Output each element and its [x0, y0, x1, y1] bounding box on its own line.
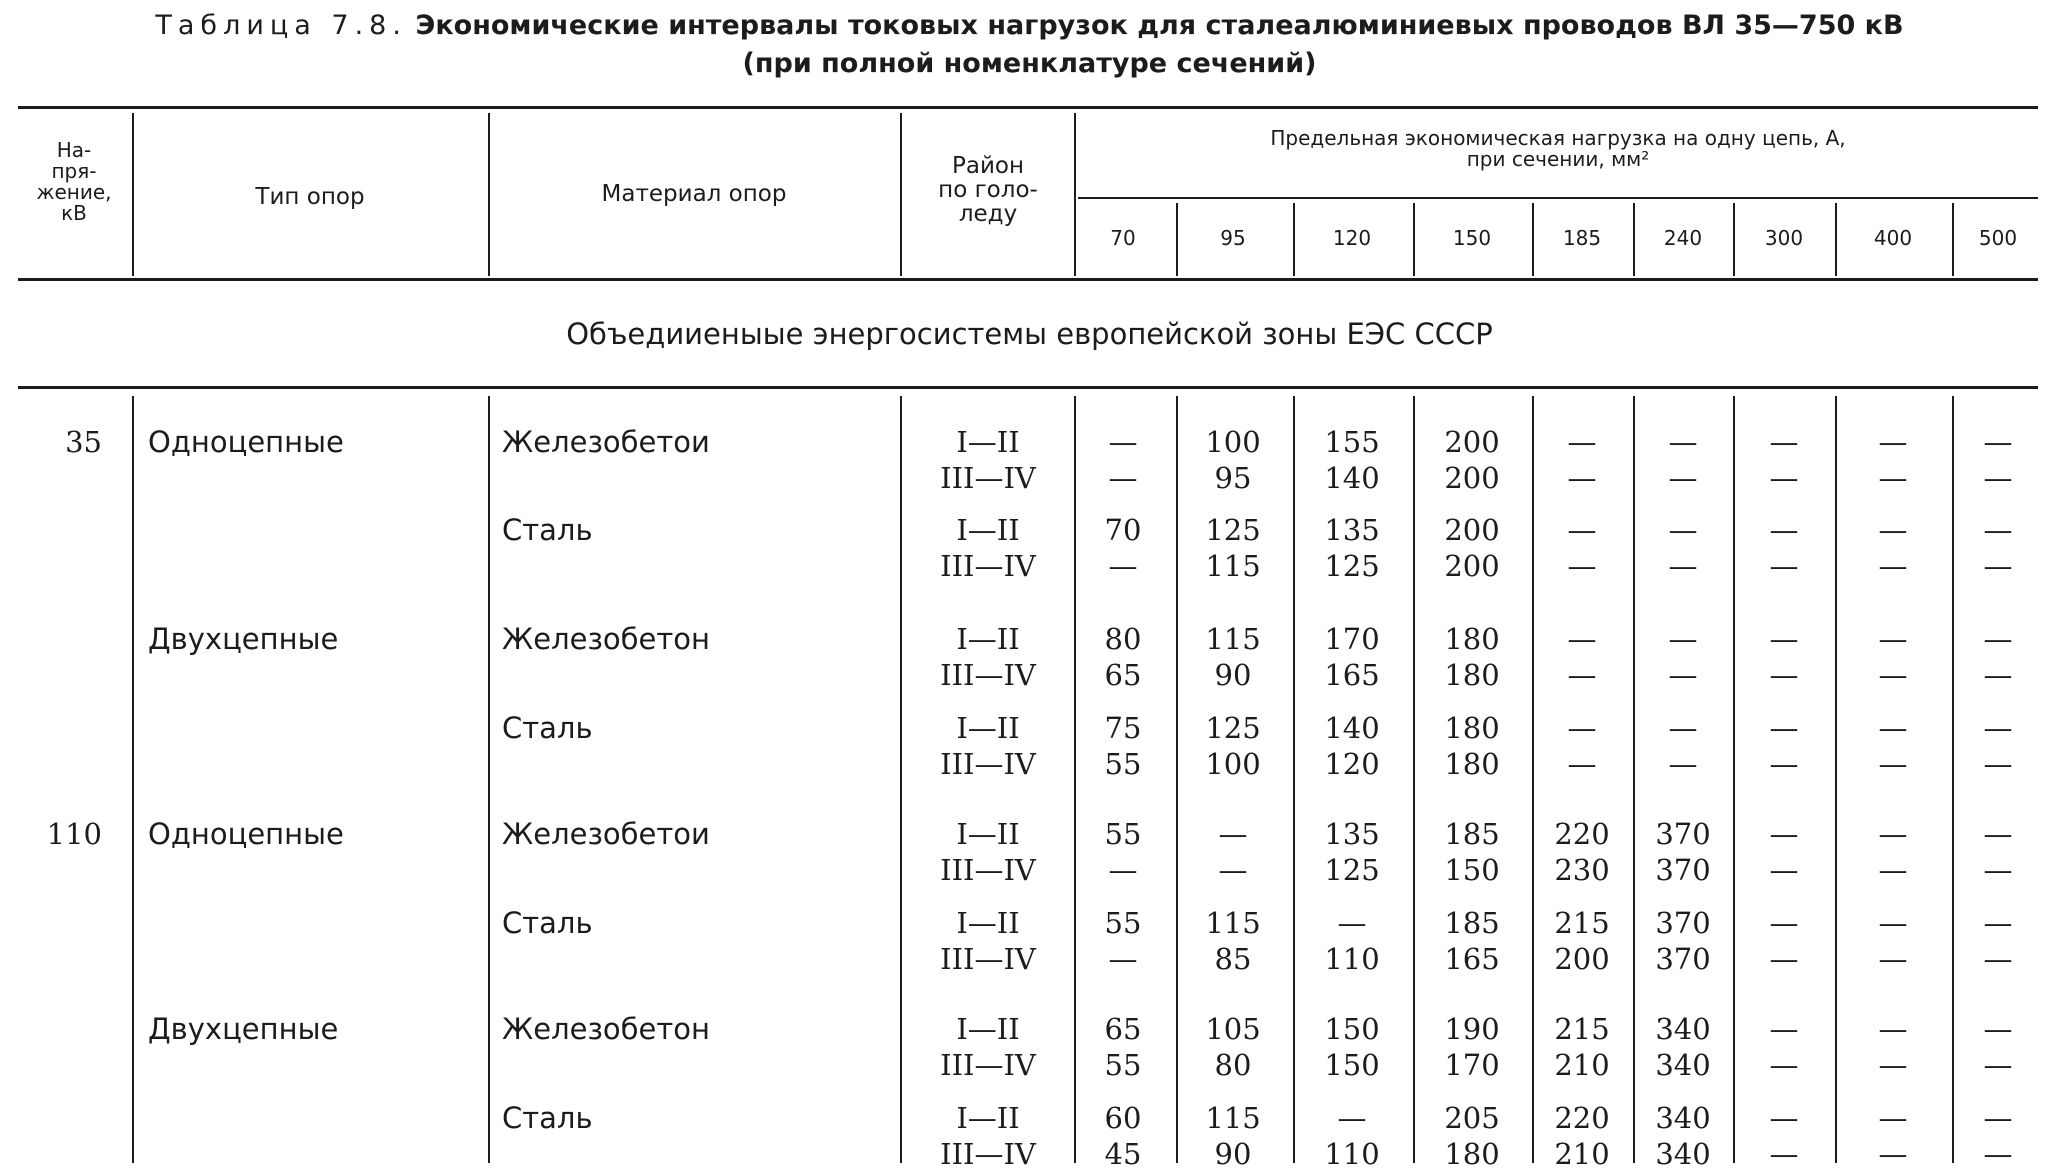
load-value: —: [1769, 747, 1799, 781]
load-value: —: [1769, 622, 1799, 656]
ice-region-value: I—II: [956, 711, 1020, 745]
limit-load-header: [1078, 128, 2038, 170]
load-value: 90: [1214, 1137, 1252, 1171]
load-value: —: [1983, 1012, 2013, 1046]
load-value: —: [1983, 513, 2013, 547]
load-value: 200: [1444, 425, 1500, 459]
load-value: 100: [1205, 747, 1261, 781]
ice-region-value: I—II: [956, 622, 1020, 656]
load-value: 55: [1104, 747, 1142, 781]
load-value: 180: [1444, 658, 1500, 692]
section-divider: [1532, 203, 1534, 276]
section-header-70: 70: [1110, 226, 1136, 250]
load-value: —: [1769, 1012, 1799, 1046]
support-material-value: Сталь: [502, 1101, 593, 1135]
section-header-rule: [1078, 197, 2038, 199]
load-value: —: [1668, 711, 1698, 745]
load-value: 80: [1214, 1048, 1252, 1082]
load-value: —: [1983, 622, 2013, 656]
load-value: —: [1878, 513, 1908, 547]
support-type-value: Двухцепные: [148, 1012, 339, 1046]
voltage-value: 110: [46, 817, 102, 851]
load-value: —: [1983, 1101, 2013, 1135]
load-value: —: [1567, 461, 1597, 495]
load-value: 115: [1205, 549, 1261, 583]
load-value: —: [1878, 711, 1908, 745]
load-value: 220: [1554, 817, 1610, 851]
load-value: 340: [1655, 1012, 1711, 1046]
load-value: —: [1567, 425, 1597, 459]
body-divider: [132, 396, 134, 1163]
body-section-divider: [1293, 396, 1295, 1163]
load-value: 170: [1444, 1048, 1500, 1082]
load-value: —: [1567, 513, 1597, 547]
load-value: 150: [1324, 1048, 1380, 1082]
zone-title: Объедииеныые энергосистемы европейской зоны ЕЭС СССР: [566, 317, 1493, 351]
load-value: —: [1567, 711, 1597, 745]
table-subtitle: (при полной номенклатуре сечений): [742, 48, 1317, 79]
load-value: 180: [1444, 1137, 1500, 1171]
load-value: —: [1878, 1012, 1908, 1046]
load-value: 120: [1324, 747, 1380, 781]
load-value: 165: [1324, 658, 1380, 692]
load-value: —: [1218, 817, 1248, 851]
load-value: 125: [1205, 513, 1261, 547]
load-value: 140: [1324, 461, 1380, 495]
header-divider: [1074, 113, 1076, 276]
load-value: 45: [1104, 1137, 1142, 1171]
load-value: 110: [1324, 942, 1380, 976]
load-value: 65: [1104, 1012, 1142, 1046]
load-value: —: [1878, 853, 1908, 887]
load-value: —: [1218, 853, 1248, 887]
load-value: 155: [1324, 425, 1380, 459]
section-header-120: 120: [1332, 226, 1372, 250]
load-value: 180: [1444, 747, 1500, 781]
ice-region-value: III—IV: [940, 853, 1036, 887]
load-value: —: [1108, 942, 1138, 976]
load-value: —: [1983, 1137, 2013, 1171]
support-material-value: Сталь: [502, 711, 593, 745]
load-value: —: [1108, 853, 1138, 887]
load-value: —: [1108, 461, 1138, 495]
section-divider: [1176, 203, 1178, 276]
ice-region-value: I—II: [956, 906, 1020, 940]
ice-region-value: I—II: [956, 1101, 1020, 1135]
load-value: 125: [1205, 711, 1261, 745]
load-value: —: [1983, 942, 2013, 976]
load-value: —: [1983, 711, 2013, 745]
load-value: —: [1668, 747, 1698, 781]
section-header-500: 500: [1978, 226, 2018, 250]
load-value: 220: [1554, 1101, 1610, 1135]
support-material-header: Материал опор: [601, 181, 787, 207]
section-header-240: 240: [1663, 226, 1703, 250]
load-value: 185: [1444, 817, 1500, 851]
section-header-150: 150: [1452, 226, 1492, 250]
load-value: —: [1878, 658, 1908, 692]
load-value: 200: [1444, 461, 1500, 495]
support-type-value: Одноцепные: [148, 425, 344, 459]
load-value: 135: [1324, 513, 1380, 547]
load-value: —: [1769, 1137, 1799, 1171]
load-value: —: [1769, 1101, 1799, 1135]
limit-load-header-line: Предельная экономическая нагрузка на одну цепь, А,: [1270, 126, 1846, 150]
load-value: 200: [1444, 513, 1500, 547]
load-value: 125: [1324, 853, 1380, 887]
load-value: 150: [1444, 853, 1500, 887]
table-caption: Экономические интервалы токовых нагрузок для сталеалюминиевых проводов ВЛ 35—750 кВ: [415, 10, 1904, 41]
section-header-400: 400: [1873, 226, 1913, 250]
section-divider: [1733, 203, 1735, 276]
limit-load-header-line: при сечении, мм²: [1466, 147, 1650, 171]
load-value: —: [1769, 1048, 1799, 1082]
section-header-300: 300: [1764, 226, 1804, 250]
load-value: —: [1983, 747, 2013, 781]
load-value: —: [1769, 461, 1799, 495]
load-value: —: [1983, 461, 2013, 495]
ice-region-header-line: Район: [951, 153, 1025, 179]
load-value: —: [1878, 817, 1908, 851]
load-value: 210: [1554, 1137, 1610, 1171]
support-type-header: Тип опор: [255, 184, 365, 210]
load-value: 185: [1444, 906, 1500, 940]
load-value: —: [1878, 622, 1908, 656]
load-value: —: [1769, 942, 1799, 976]
voltage-header-line: кВ: [61, 201, 87, 225]
ice-region-header-line: леду: [958, 201, 1018, 227]
header-top-rule: [18, 106, 2038, 109]
load-value: —: [1878, 1048, 1908, 1082]
load-value: —: [1769, 711, 1799, 745]
load-value: —: [1983, 906, 2013, 940]
section-divider: [1293, 203, 1295, 276]
load-value: 370: [1655, 853, 1711, 887]
ice-region-value: III—IV: [940, 461, 1036, 495]
ice-region-value: I—II: [956, 425, 1020, 459]
load-value: 370: [1655, 817, 1711, 851]
load-value: —: [1567, 747, 1597, 781]
load-value: 180: [1444, 711, 1500, 745]
load-value: —: [1769, 817, 1799, 851]
load-value: —: [1878, 906, 1908, 940]
load-value: 115: [1205, 1101, 1261, 1135]
load-value: 55: [1104, 817, 1142, 851]
load-value: 95: [1214, 461, 1252, 495]
support-material-value: Железобетои: [502, 425, 710, 459]
ice-region-value: I—II: [956, 817, 1020, 851]
load-value: 215: [1554, 1012, 1610, 1046]
section-divider: [1633, 203, 1635, 276]
load-value: —: [1769, 658, 1799, 692]
load-value: 150: [1324, 1012, 1380, 1046]
voltage-header: [18, 140, 130, 224]
load-value: —: [1878, 549, 1908, 583]
load-value: —: [1769, 425, 1799, 459]
load-value: 65: [1104, 658, 1142, 692]
ice-region-value: III—IV: [940, 549, 1036, 583]
load-value: 200: [1444, 549, 1500, 583]
load-value: 210: [1554, 1048, 1610, 1082]
load-value: 340: [1655, 1137, 1711, 1171]
load-value: 215: [1554, 906, 1610, 940]
voltage-header-line: жение,: [36, 180, 112, 204]
ice-region-value: I—II: [956, 1012, 1020, 1046]
load-value: 90: [1214, 658, 1252, 692]
load-value: —: [1769, 513, 1799, 547]
load-value: 205: [1444, 1101, 1500, 1135]
body-section-divider: [1176, 396, 1178, 1163]
ice-region-header-line: по голо-: [938, 177, 1038, 203]
load-value: 340: [1655, 1048, 1711, 1082]
load-value: —: [1769, 549, 1799, 583]
load-value: 105: [1205, 1012, 1261, 1046]
load-value: 110: [1324, 1137, 1380, 1171]
load-value: —: [1878, 425, 1908, 459]
support-type-value: Двухцепные: [148, 622, 339, 656]
ice-region-value: III—IV: [940, 747, 1036, 781]
load-value: —: [1983, 549, 2013, 583]
load-value: 230: [1554, 853, 1610, 887]
load-value: 60: [1104, 1101, 1142, 1135]
load-value: —: [1108, 549, 1138, 583]
load-value: —: [1668, 461, 1698, 495]
ice-region-value: III—IV: [940, 942, 1036, 976]
section-header-185: 185: [1562, 226, 1602, 250]
load-value: —: [1668, 658, 1698, 692]
load-value: 70: [1104, 513, 1142, 547]
support-material-value: Железобетои: [502, 817, 710, 851]
load-value: —: [1668, 549, 1698, 583]
load-value: 100: [1205, 425, 1261, 459]
zone-bottom-rule: [18, 386, 2038, 389]
support-material-value: Сталь: [502, 513, 593, 547]
ice-region-value: III—IV: [940, 1137, 1036, 1171]
load-value: 190: [1444, 1012, 1500, 1046]
load-value: —: [1878, 1137, 1908, 1171]
load-value: —: [1878, 747, 1908, 781]
load-value: 180: [1444, 622, 1500, 656]
ice-region-value: III—IV: [940, 1048, 1036, 1082]
ice-region-value: I—II: [956, 513, 1020, 547]
ice-region-header: [902, 154, 1074, 226]
load-value: 165: [1444, 942, 1500, 976]
load-value: —: [1983, 853, 2013, 887]
load-value: —: [1878, 1101, 1908, 1135]
load-value: 170: [1324, 622, 1380, 656]
load-value: —: [1983, 1048, 2013, 1082]
table-title: [0, 10, 2059, 41]
body-divider: [488, 396, 490, 1163]
load-value: 370: [1655, 942, 1711, 976]
body-divider: [1074, 396, 1076, 1163]
load-value: —: [1983, 425, 2013, 459]
body-section-divider: [1835, 396, 1837, 1163]
ice-region-value: III—IV: [940, 658, 1036, 692]
body-section-divider: [1413, 396, 1415, 1163]
load-value: —: [1769, 906, 1799, 940]
load-value: —: [1108, 425, 1138, 459]
load-value: 340: [1655, 1101, 1711, 1135]
load-value: —: [1668, 622, 1698, 656]
header-bottom-rule: [18, 278, 2038, 281]
voltage-header-line: На-: [56, 138, 92, 162]
load-value: 80: [1104, 622, 1142, 656]
support-material-value: Железобетон: [502, 1012, 710, 1046]
load-value: —: [1668, 513, 1698, 547]
table-number: Таблица 7.8.: [155, 10, 407, 41]
load-value: —: [1983, 817, 2013, 851]
load-value: —: [1769, 853, 1799, 887]
load-value: 115: [1205, 906, 1261, 940]
load-value: —: [1668, 425, 1698, 459]
support-material-value: Железобетон: [502, 622, 710, 656]
load-value: 125: [1324, 549, 1380, 583]
load-value: —: [1337, 906, 1367, 940]
load-value: 55: [1104, 906, 1142, 940]
section-header-95: 95: [1220, 226, 1246, 250]
load-value: —: [1567, 549, 1597, 583]
load-value: —: [1567, 622, 1597, 656]
voltage-value: 35: [65, 425, 102, 459]
load-value: 115: [1205, 622, 1261, 656]
load-value: 85: [1214, 942, 1252, 976]
load-value: 135: [1324, 817, 1380, 851]
body-section-divider: [1733, 396, 1735, 1163]
section-divider: [1413, 203, 1415, 276]
body-section-divider: [1633, 396, 1635, 1163]
support-material-value: Сталь: [502, 906, 593, 940]
body-section-divider: [1532, 396, 1534, 1163]
load-value: 200: [1554, 942, 1610, 976]
load-value: —: [1878, 942, 1908, 976]
load-value: —: [1878, 461, 1908, 495]
load-value: 370: [1655, 906, 1711, 940]
load-value: —: [1983, 658, 2013, 692]
voltage-header-line: пря-: [51, 159, 97, 183]
load-value: 55: [1104, 1048, 1142, 1082]
support-type-value: Одноцепные: [148, 817, 344, 851]
load-value: —: [1337, 1101, 1367, 1135]
load-value: 75: [1104, 711, 1142, 745]
load-value: —: [1567, 658, 1597, 692]
load-value: 140: [1324, 711, 1380, 745]
section-divider: [1835, 203, 1837, 276]
